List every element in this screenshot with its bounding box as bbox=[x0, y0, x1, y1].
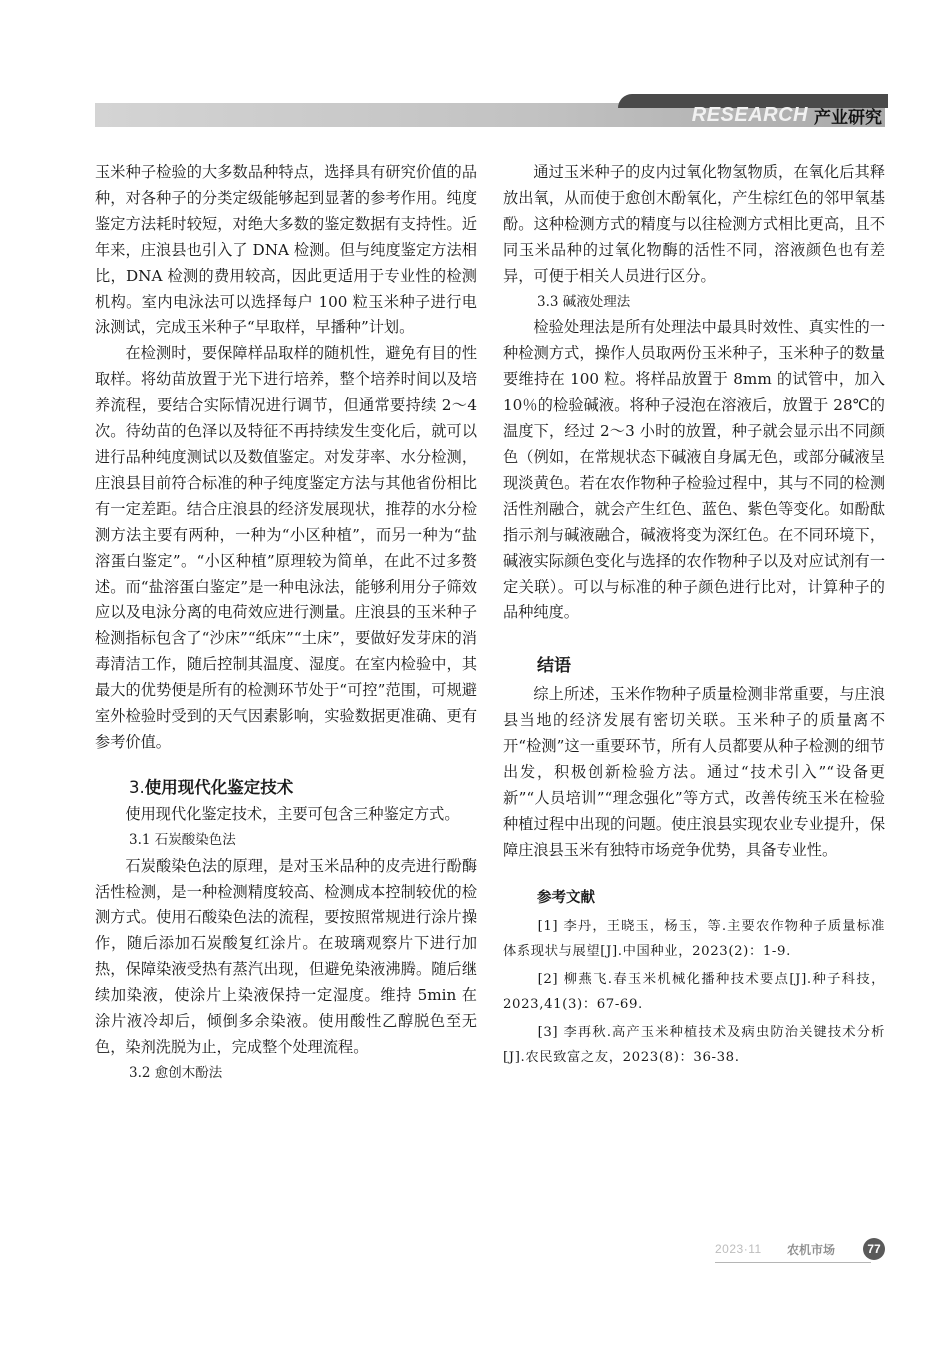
paragraph: 综上所述，玉米作物种子质量检测非常重要，与庄浪县当地的经济发展有密切关联。玉米种子的质量离不开“检测”这一重要环节，所有人员都要从种子检测的细节出发，积极创新检验方法。通过“技术引入”“设备更新”“人员培训”“理念强化”等方式，改善传统玉米在检验种植过程中出现的问题。使庄浪县实现农业专业提升，保障庄浪县玉米有独特市场竞争优势，具备专业性。 bbox=[503, 685, 885, 859]
section-header bbox=[692, 104, 882, 126]
left-column bbox=[95, 160, 477, 1087]
section-heading bbox=[95, 774, 477, 802]
section-label-en: RESEARCH bbox=[691, 103, 808, 126]
reference-item: [1] 李丹，王晓玉，杨玉，等.主要农作物种子质量标准体系现状与展望[J].中国种业，2023(2)：1-9. bbox=[503, 918, 885, 959]
subsection-heading: 3.1 石炭酸染色法 bbox=[129, 831, 236, 848]
reference-item: [2] 柳燕飞.春玉米机械化播种技术要点[J].种子科技，2023,41(3)：67-69. bbox=[503, 971, 885, 1012]
footer-rule bbox=[715, 1262, 871, 1263]
references-heading: 参考文献 bbox=[537, 889, 595, 906]
paragraph: 通过玉米种子的皮内过氧化物氢物质，在氧化后其释放出氧，从而使于愈创木酚氧化，产生棕红色的邻甲氧基酚。这种检测方式的精度与以往检测方式相比更高，且不同玉米品种的过氧化物酶的活性不同，溶液颜色也有差异，可便于相关人员进行区分。 bbox=[503, 163, 885, 285]
paragraph: 使用现代化鉴定技术，主要可包含三种鉴定方式。 bbox=[125, 804, 460, 823]
paragraph: 在检测时，要保障样品取样的随机性，避免有目的性取样。将幼苗放置于光下进行培养，整个培养时间以及培养流程，要结合实际情况进行调节，但通常要持续 2～4 次。待幼苗的色泽以及特征不再持续发生变化后，就可以进行品种纯度测试以及数值鉴定。对发芽率、水分检测，庄浪县目前符合标准的种子纯度鉴定方法与其他省份相比有一定差距。结合庄浪县的经济发展现状，推荐的水分检测方法主要有两种，一种为“小区种植”，而另一种为“盐溶蛋白鉴定”。“小区种植”原理较为简单，在此不过多赘述。而“盐溶蛋白鉴定”是一种电泳法，能够利用分子筛效应以及电泳分离的电荷效应进行测量。庄浪县的玉米种子检测指标包含了“沙床”“纸床”“土床”，要做好发芽床的消毒清洁工作，随后控制其温度、湿度。在室内检验中，其最大的优势便是所有的检测环节处于“可控”范围，可规避室外检验时受到的天气因素影响，实验数据更准确、更有参考价值。 bbox=[95, 344, 477, 751]
magazine-name: 农机市场 bbox=[787, 1243, 836, 1257]
issue-date: 2023·11 bbox=[715, 1242, 762, 1256]
page-footer bbox=[715, 1238, 885, 1264]
section-number: 3. bbox=[129, 777, 145, 797]
subsection-heading: 3.2 愈创木酚法 bbox=[129, 1064, 223, 1081]
subsection-heading: 3.3 碱液处理法 bbox=[537, 293, 631, 310]
paragraph: 玉米种子检验的大多数品种特点，选择具有研究价值的品种，对各种子的分类定级能够起到显著的参考作用。纯度鉴定方法耗时较短，对绝大多数的鉴定数据有支持性。近年来，庄浪县也引入了 DNA 检测。但与纯度鉴定方法相比，DNA 检测的费用较高，因此更适用于专业性的检测机构。室内电泳法可以选择每户 100 粒玉米种子进行电泳测试，完成玉米种子“早取样，早播种”计划。 bbox=[95, 163, 477, 337]
right-column bbox=[503, 160, 885, 1073]
page-number: 77 bbox=[863, 1238, 885, 1260]
conclusion-heading: 结语 bbox=[537, 656, 571, 677]
paragraph: 检验处理法是所有处理法中最具时效性、真实性的一种检测方式，操作人员取两份玉米种子，玉米种子的数量要维持在 100 粒。将样品放置于 8mm 的试管中，加入 10％的检验碱液。将种子浸泡在溶液后，放置于 28℃的温度下，经过 2～3 小时的放置，种子就会显示出不同颜色（例如，在常规状态下碱液自身属无色，或部分碱液呈现淡黄色。若在农作物种子检验过程中，其与不同的检测活性剂融合，就会产生红色、蓝色、紫色等变化。如酚酞指示剂与碱液融合，碱液将变为深红色。在不同环境下，碱液实际颜色变化与选择的农作物种子以及对应试剂有一定关联）。可以与标准的种子颜色进行比对，计算种子的品种纯度。 bbox=[503, 318, 885, 622]
section-label-cn: 产业研究 bbox=[814, 107, 882, 128]
reference-item: [3] 李再秋.高产玉米种植技术及病虫防治关键技术分析[J].农民致富之友，2023(8)：36-38. bbox=[503, 1024, 885, 1065]
paragraph: 石炭酸染色法的原理，是对玉米品种的皮壳进行酚酶活性检测，是一种检测精度较高、检测成本控制较优的检测方式。使用石酸染色法的流程，要按照常规进行涂片操作，随后添加石炭酸复红涂片。在玻璃观察片下进行加热，保障染液受热有蒸汽出现，但避免染液沸腾。随后继续加染液，使涂片上染液保持一定湿度。维持 5min 在涂片液冷却后，倾倒多余染液。使用酸性乙醇脱色至无色，染剂洗脱为止，完成整个处理流程。 bbox=[95, 856, 477, 1056]
section-title: 使用现代化鉴定技术 bbox=[144, 777, 294, 797]
